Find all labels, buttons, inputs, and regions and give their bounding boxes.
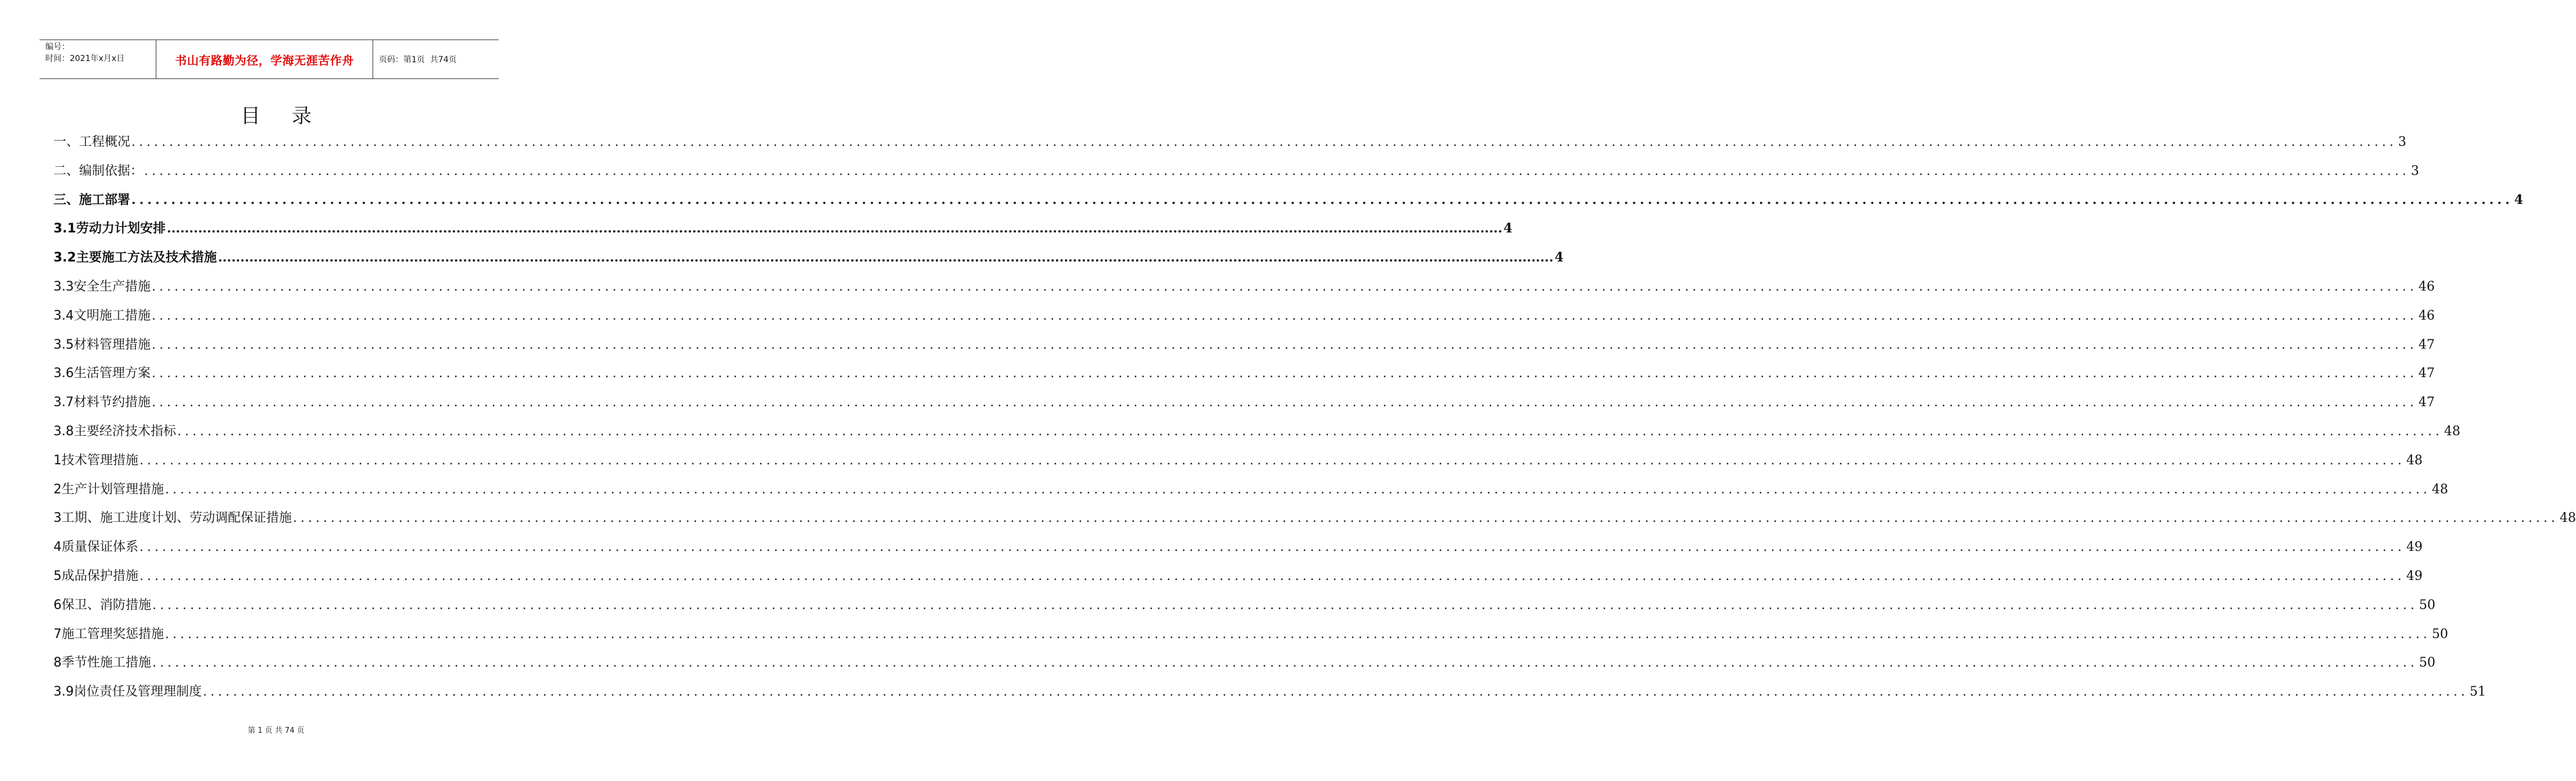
toc-entry-label: 3.7材料节约措施 bbox=[53, 395, 151, 410]
header-motto: 书山有路勤为径，学海无涯苦作舟 bbox=[156, 40, 373, 78]
toc-entry[interactable] bbox=[53, 302, 2435, 331]
toc-entry[interactable] bbox=[53, 591, 2435, 620]
toc-entry-label: 3.3安全生产措施 bbox=[53, 279, 151, 294]
toc-entry[interactable] bbox=[53, 359, 2435, 388]
header-meta bbox=[40, 40, 156, 78]
toc-entry-label: 4质量保证体系 bbox=[53, 540, 138, 555]
toc-entry[interactable] bbox=[53, 649, 2435, 678]
toc-entry-label: 8季节性施工措施 bbox=[53, 655, 151, 671]
toc-entry-label: 6保卫、消防措施 bbox=[53, 597, 151, 612]
toc-entry[interactable] bbox=[53, 331, 2435, 360]
toc-leader-dots: ............................................................................................................................................................................................................................................................................................................ bbox=[165, 626, 2431, 642]
toc-entry[interactable] bbox=[53, 128, 2406, 157]
toc-leader-dots: ............................................................................................................................................................................................................................................................................................................ bbox=[139, 568, 2405, 583]
toc-entry-page-number: 47 bbox=[2418, 366, 2435, 381]
toc-entry-page-number: 4 bbox=[1554, 250, 1564, 266]
toc-leader-dots: ............................................................................................................................................................................................................................................................................................................ bbox=[177, 424, 2443, 439]
toc-entry-label: 三、施工部署 bbox=[53, 192, 131, 207]
table-of-contents bbox=[53, 128, 2576, 707]
toc-entry-label: 5成品保护措施 bbox=[53, 568, 138, 583]
toc-entry-label: 3.2主要施工方法及技术措施 bbox=[53, 250, 217, 266]
toc-entry-page-number: 46 bbox=[2418, 308, 2435, 323]
toc-entry[interactable] bbox=[53, 533, 2423, 562]
toc-entry[interactable] bbox=[53, 388, 2435, 417]
toc-entry[interactable] bbox=[53, 157, 2419, 186]
toc-entry-page-number: 4 bbox=[2514, 192, 2524, 207]
toc-entry-page-number: 51 bbox=[2469, 685, 2486, 700]
toc-entry-page-number: 48 bbox=[2443, 424, 2460, 439]
toc-entry-label: 3.5材料管理措施 bbox=[53, 337, 151, 352]
document-number-label: 编号： bbox=[45, 42, 70, 52]
toc-entry-page-number: 46 bbox=[2418, 279, 2435, 294]
page-header bbox=[40, 40, 499, 79]
toc-entry-label: 二、编制依据： bbox=[53, 163, 144, 178]
toc-entry-page-number: 47 bbox=[2418, 395, 2435, 410]
toc-entry[interactable] bbox=[53, 678, 2486, 707]
toc-entry-label: 3.6生活管理方案 bbox=[53, 366, 151, 381]
toc-leader-dots: ............................................................................................................................................................................................................................................................................................................ bbox=[152, 395, 2417, 410]
toc-leader-dots: ............................................................................................................................................................................................................................................................................................................ bbox=[217, 250, 1554, 266]
toc-entry-label: 3.8主要经济技术指标 bbox=[53, 424, 176, 439]
toc-entry[interactable] bbox=[53, 620, 2448, 649]
toc-entry[interactable] bbox=[53, 417, 2460, 446]
toc-title: 目录 bbox=[241, 105, 343, 128]
document-time-label: 时间：2021年x月x日 bbox=[45, 54, 125, 63]
toc-entry-page-number: 48 bbox=[2406, 453, 2423, 468]
toc-entry-page-number: 50 bbox=[2418, 597, 2435, 612]
toc-entry-label: 7施工管理奖惩措施 bbox=[53, 626, 164, 642]
toc-entry-page-number: 3 bbox=[2398, 135, 2406, 149]
toc-leader-dots: ............................................................................................................................................................................................................................................................................................................ bbox=[152, 308, 2417, 323]
toc-entry-page-number: 48 bbox=[2431, 482, 2448, 497]
toc-entry-page-number: 50 bbox=[2431, 626, 2448, 642]
toc-leader-dots: ............................................................................................................................................................................................................................................................................................................ bbox=[166, 221, 1502, 237]
toc-entry-label: 3.9岗位责任及管理理制度 bbox=[53, 685, 202, 700]
toc-leader-dots: ............................................................................................................................................................................................................................................................................................................ bbox=[152, 279, 2417, 294]
toc-entry[interactable] bbox=[53, 504, 2576, 533]
toc-entry-label: 2生产计划管理措施 bbox=[53, 482, 164, 497]
toc-entry-page-number: 49 bbox=[2406, 568, 2423, 583]
toc-leader-dots: ............................................................................................................................................................................................................................................................................................................ bbox=[144, 163, 2410, 178]
toc-leader-dots: ............................................................................................................................................................................................................................................................................................................ bbox=[293, 511, 2559, 526]
toc-entry[interactable] bbox=[53, 562, 2423, 591]
toc-entry-page-number: 48 bbox=[2559, 511, 2576, 526]
page-footer: 第 1 页 共 74 页 bbox=[248, 726, 305, 735]
toc-entry-page-number: 4 bbox=[1503, 221, 1513, 237]
toc-entry-page-number: 49 bbox=[2406, 540, 2423, 555]
toc-leader-dots: ............................................................................................................................................................................................................................................................................................................ bbox=[131, 192, 2513, 207]
toc-entry[interactable] bbox=[53, 214, 1513, 243]
toc-entry-label: 3.1劳动力计划安排 bbox=[53, 221, 166, 237]
toc-entry-label: 1技术管理措施 bbox=[53, 453, 138, 468]
toc-leader-dots: ............................................................................................................................................................................................................................................................................................................ bbox=[139, 540, 2405, 555]
toc-leader-dots: ............................................................................................................................................................................................................................................................................................................ bbox=[203, 685, 2468, 700]
header-page-info bbox=[373, 40, 499, 78]
toc-entry-page-number: 50 bbox=[2418, 655, 2435, 671]
toc-leader-dots: ............................................................................................................................................................................................................................................................................................................ bbox=[139, 453, 2405, 468]
toc-entry-label: 3工期、施工进度计划、劳动调配保证措施 bbox=[53, 511, 292, 526]
toc-entry[interactable] bbox=[53, 186, 2524, 215]
toc-leader-dots: ............................................................................................................................................................................................................................................................................................................ bbox=[152, 366, 2417, 381]
toc-entry-page-number: 47 bbox=[2418, 337, 2435, 352]
toc-leader-dots: ............................................................................................................................................................................................................................................................................................................ bbox=[152, 597, 2418, 612]
toc-leader-dots: ............................................................................................................................................................................................................................................................................................................ bbox=[152, 655, 2418, 671]
toc-leader-dots: ............................................................................................................................................................................................................................................................................................................ bbox=[131, 135, 2397, 149]
toc-entry[interactable] bbox=[53, 446, 2423, 475]
toc-leader-dots: ............................................................................................................................................................................................................................................................................................................ bbox=[152, 337, 2417, 352]
toc-entry[interactable] bbox=[53, 273, 2435, 302]
toc-entry[interactable] bbox=[53, 475, 2448, 504]
toc-entry-label: 一、工程概况 bbox=[53, 135, 131, 149]
toc-entry-label: 3.4文明施工措施 bbox=[53, 308, 151, 323]
toc-entry[interactable] bbox=[53, 243, 1564, 273]
toc-entry-page-number: 3 bbox=[2410, 163, 2419, 178]
toc-leader-dots: ............................................................................................................................................................................................................................................................................................................ bbox=[165, 482, 2431, 497]
header-page-info-text: 页码：第1页 共74页 bbox=[379, 55, 457, 65]
